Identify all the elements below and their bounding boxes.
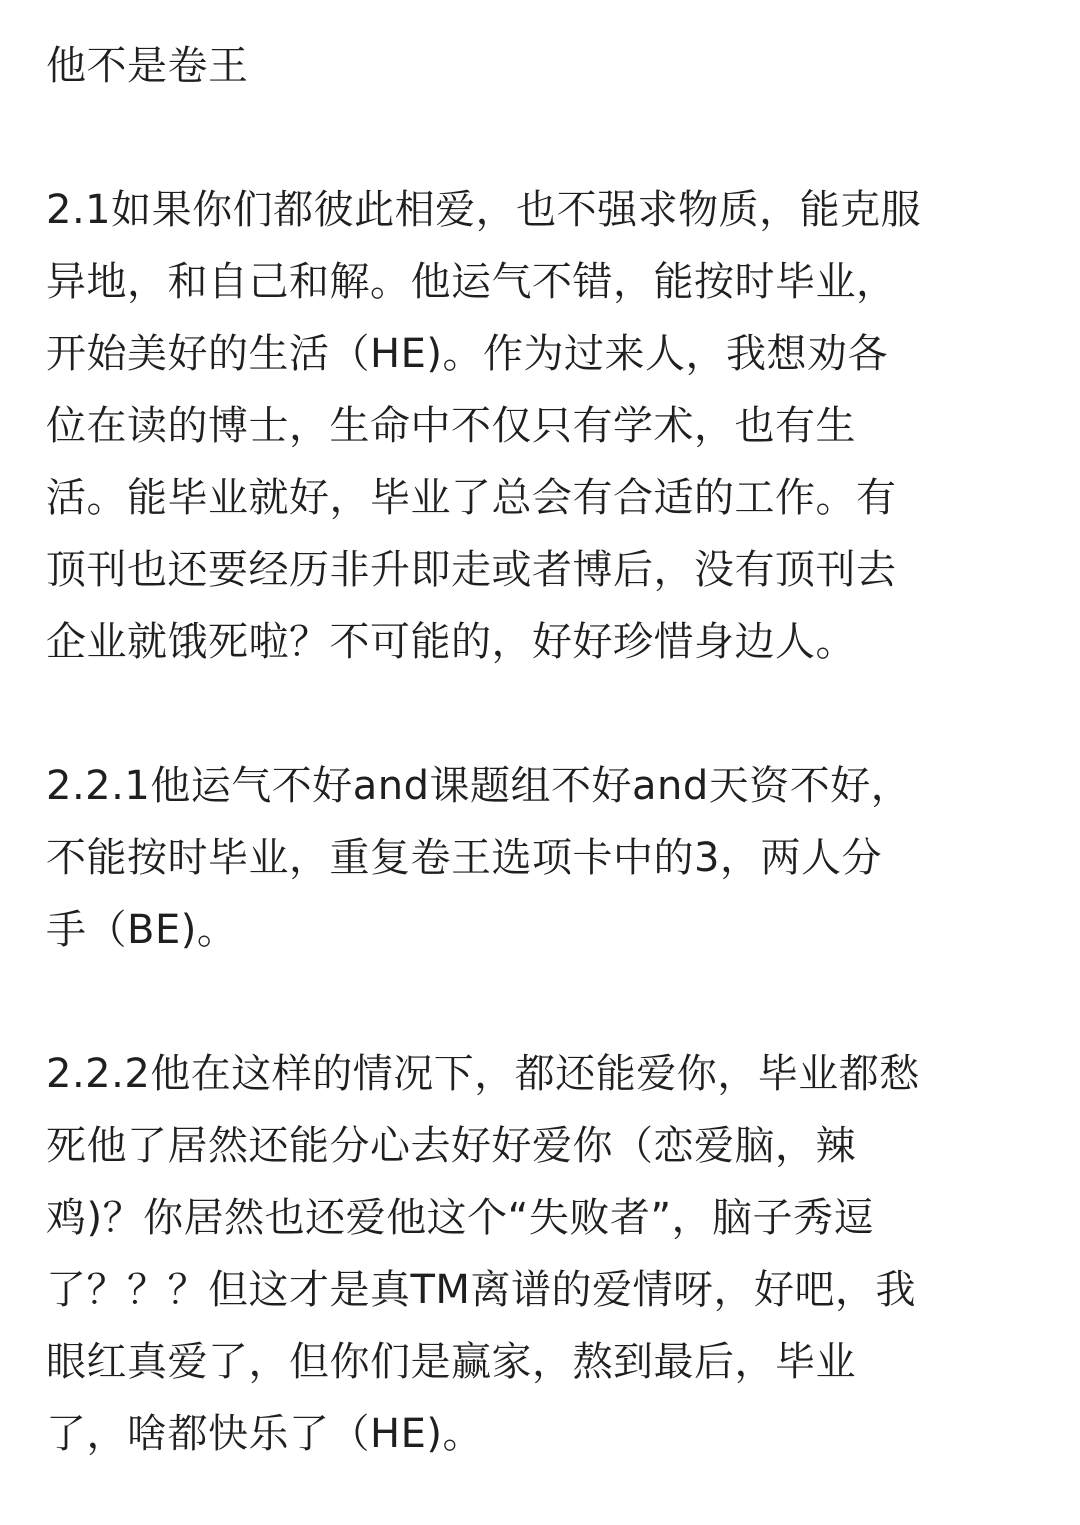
- paragraph-line: 了？？？但这才是真TM离谱的爱情呀，好吧，我: [46, 1267, 916, 1313]
- paragraph-line: 企业就饿死啦？不可能的，好好珍惜身边人。: [46, 619, 856, 665]
- paragraph-line: 异地，和自己和解。他运气不错，能按时毕业，: [46, 259, 897, 305]
- paragraph-line: 2.2.2他在这样的情况下，都还能爱你，毕业都愁: [46, 1051, 920, 1097]
- paragraph-line: 2.2.1他运气不好and课题组不好and天资不好，: [46, 763, 912, 809]
- paragraph-2-2-2: [46, 1038, 1042, 1470]
- paragraph-spacer: [46, 678, 1042, 750]
- paragraph-line: 开始美好的生活（HE)。作为过来人，我想劝各: [46, 331, 888, 377]
- article: [46, 30, 1042, 1470]
- paragraph-2-1: [46, 174, 1042, 678]
- paragraph-line: 手（BE)。: [46, 907, 238, 953]
- paragraph-line: 位在读的博士，生命中不仅只有学术，也有生: [46, 403, 856, 449]
- paragraph-spacer: [46, 966, 1042, 1038]
- paragraph-2-2-1: [46, 750, 1042, 966]
- paragraph-line: 顶刊也还要经历非升即走或者博后，没有顶刊去: [46, 547, 897, 593]
- paragraph-line: 不能按时毕业，重复卷王选项卡中的3，两人分: [46, 835, 882, 881]
- paragraph-line: 眼红真爱了，但你们是赢家，熬到最后，毕业: [46, 1339, 856, 1385]
- paragraph-line: 了，啥都快乐了（HE)。: [46, 1411, 483, 1457]
- paragraph-line: 鸡)？你居然也还爱他这个“失败者”，脑子秀逗: [46, 1195, 875, 1241]
- paragraph-line: 死他了居然还能分心去好好爱你（恋爱脑，辣: [46, 1123, 856, 1169]
- paragraph-line: 2.1如果你们都彼此相爱，也不强求物质，能克服: [46, 187, 922, 233]
- heading: 他不是卷王: [46, 43, 249, 89]
- paragraph-line: 活。能毕业就好，毕业了总会有合适的工作。有: [46, 475, 897, 521]
